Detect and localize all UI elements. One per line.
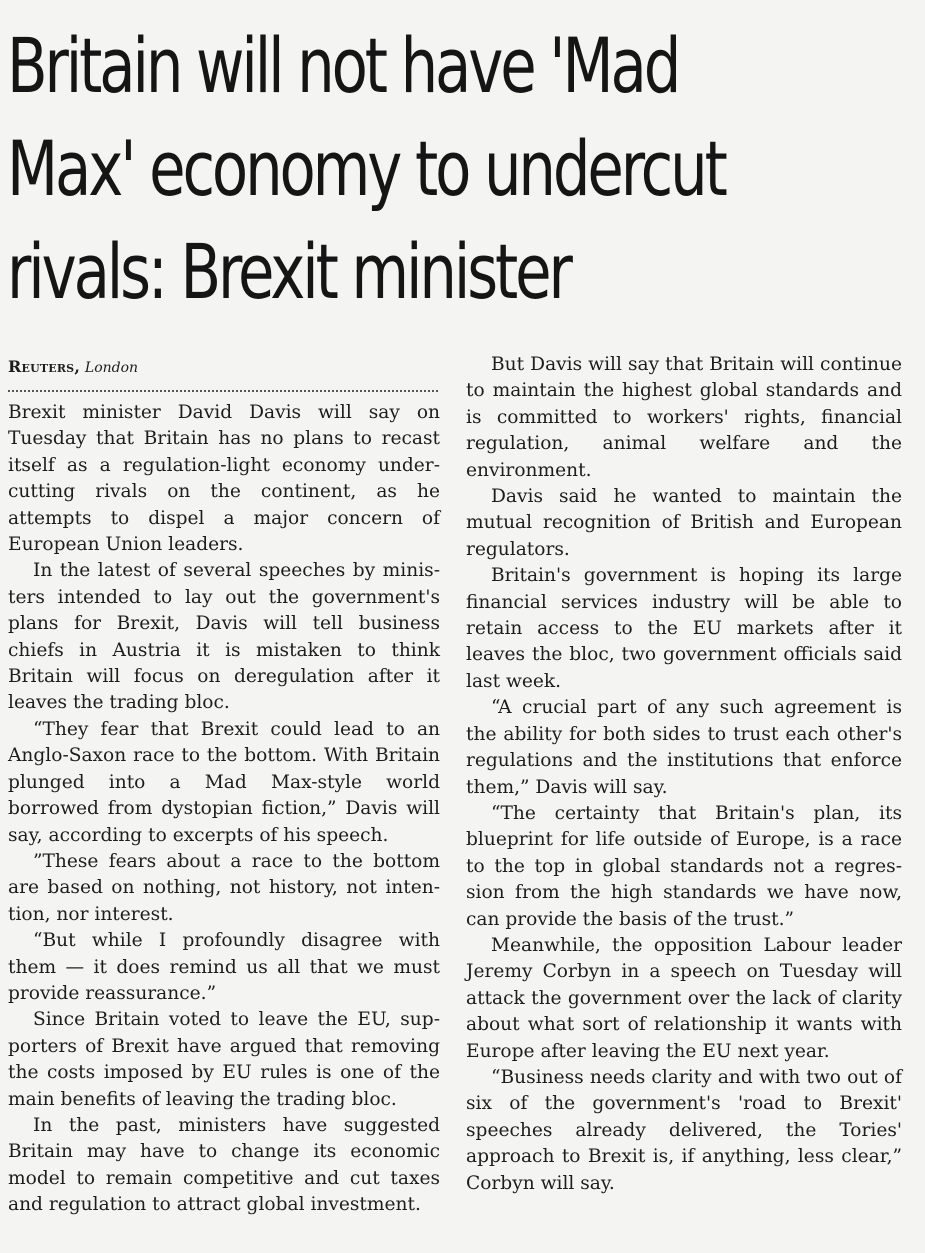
headline [7, 14, 725, 323]
paragraph: Britain's government is hoping its large financial services industry will be able to retain access to the EU markets after it leaves the bloc, two government officials said last week. [466, 565, 902, 692]
paragraph: “But while I profoundly disagree with them — it does remind us all that we must provide reassurance.” [8, 930, 440, 1004]
paragraph: Since Britain voted to leave the EU, supporters of Brexit have argued that removing the costs imposed by EU rules is one of the main benefits of leaving the trading bloc. [8, 1009, 440, 1110]
paragraph: ”These fears about a race to the bottom are based on nothing, not history, not intention, nor interest. [8, 850, 440, 925]
paragraph: In the past, ministers have suggested Britain may have to change its economic model to remain competitive and cut taxes and regulation to attract global investment. [8, 1114, 440, 1216]
byline-agency: Reuters, [8, 357, 81, 376]
paragraph: But Davis will say that Britain will continue to maintain the highest global standards and is committed to workers' rights, financial regulation, animal welfare and the environment. [466, 354, 902, 481]
paragraph: Meanwhile, the opposition Labour leader Jeremy Corbyn in a speech on Tuesday will attack the government over the lack of clarity about what sort of relationship it wants with Europe after leaving the EU next year. [466, 934, 902, 1062]
headline-line-3: rivals: Brexit minister [7, 227, 570, 316]
paragraph: In the latest of several speeches by ministers intended to lay out the government's plans for Brexit, Davis will tell business chiefs in Austria it is mistaken to think Britain will focus on deregulation after it leaves the trading bloc. [8, 560, 440, 714]
byline-location: London [84, 360, 139, 376]
dotted-divider [8, 390, 438, 392]
article-column-left [8, 356, 440, 1219]
paragraph: Brexit minister David Davis will say on Tuesday that Britain has no plans to recast itself as a regulation-light economy undercutting rivals on the continent, as he attempts to dispel a major concern of European Union leaders. [8, 402, 440, 556]
headline-line-1: Britain will not have 'Mad [7, 21, 679, 110]
paragraph: “A crucial part of any such agreement is the ability for both sides to trust each other's regulations and the institutions that enforce them,” Davis will say. [466, 697, 902, 798]
paragraph: Davis said he wanted to maintain the mutual recognition of British and European regulators. [466, 486, 902, 560]
paragraph: “Business needs clarity and with two out of six of the government's 'road to Brexit' speeches already delivered, the Tories' approach to Brexit is, if anything, less clear,” Corbyn will say. [466, 1066, 902, 1194]
headline-line-2: Max' economy to undercut [7, 124, 725, 213]
paragraph: “They fear that Brexit could lead to an Anglo-Saxon race to the bottom. With Britain plunged into a Mad Max-style world borrowed from dystopian fiction,” Davis will say, according to excerpts of his speech. [8, 718, 440, 846]
article-column-right [466, 352, 902, 1197]
paragraph: “The certainty that Britain's plan, its blueprint for life outside of Europe, is a race to the top in global standards not a regression from the high standards we have now, can provide the basis of the trust.” [466, 802, 902, 930]
byline [8, 356, 440, 378]
